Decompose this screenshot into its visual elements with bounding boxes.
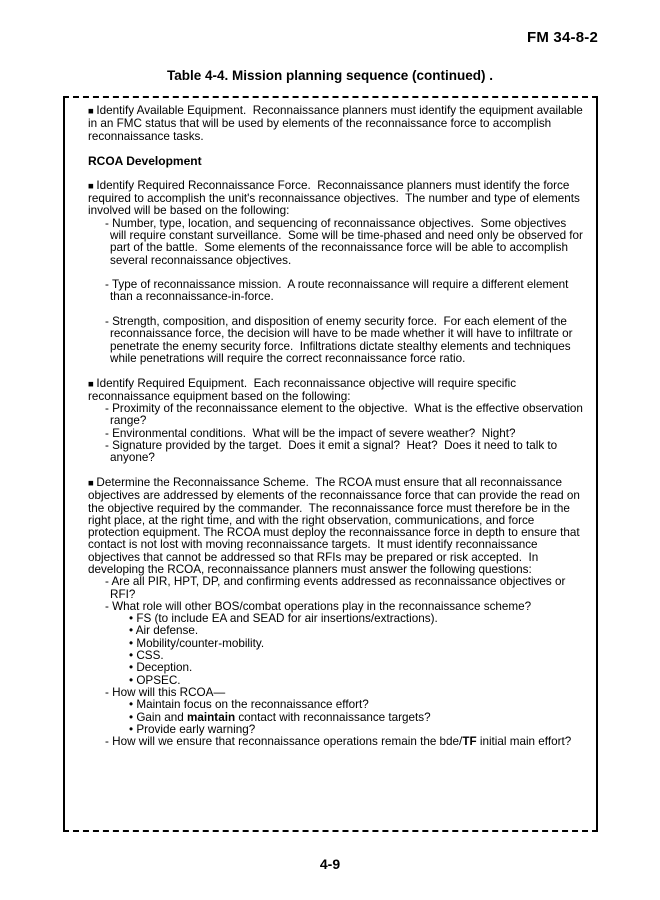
text-run: Mobility/counter-mobility.: [136, 636, 265, 650]
text-run: RCOA Development: [88, 154, 202, 169]
text-run: maintain: [187, 710, 236, 724]
dash-marker-icon: -: [105, 315, 113, 329]
text-run: contact with reconnaissance targets?: [235, 710, 431, 724]
dash-block: [88, 279, 584, 304]
text-run: Signature provided by the target. Does it emit a signal? Heat? Does it need to talk to anyone?: [110, 439, 561, 465]
text-run: Are all PIR, HPT, DP, and confirming events addressed as reconnaissance objectives or RFI?: [110, 575, 569, 601]
dot-marker-icon: •: [129, 673, 137, 687]
text-run: How will this RCOA—: [112, 685, 226, 699]
bullet-marker-icon: ■: [88, 106, 97, 117]
table-box: [63, 96, 598, 832]
text-run: Provide early warning?: [136, 722, 256, 736]
dash-marker-icon: -: [105, 599, 113, 613]
bullet-block: [88, 104, 587, 143]
text-run: Number, type, location, and sequencing of reconnaissance objectives. Some objectives will require constant surveillance. Some will be time-phased and need only be observed for part of the battle. Some elements of the reconnaissance force will be able to accomplish several reconnaissance objectives.: [110, 216, 587, 267]
text-run: Identify Required Equipment. Each reconnaissance objective will require specific reconnaissance equipment based on the following:: [88, 376, 520, 403]
dash-block: [88, 216, 587, 267]
text-run: Deception.: [136, 661, 193, 675]
bullet-marker-icon: ■: [88, 378, 97, 390]
dash-marker-icon: -: [105, 278, 112, 292]
doc-reference: FM 34-8-2: [527, 29, 598, 46]
text-run: CSS.: [136, 649, 164, 663]
bullet-block: [88, 477, 584, 576]
text-run: initial main effort?: [476, 735, 572, 749]
dot-marker-icon: •: [129, 624, 136, 638]
text-run: FS (to include EA and SEAD for air insertions/extractions).: [136, 612, 438, 626]
page-number: 4-9: [319, 856, 341, 872]
heading-block: [88, 155, 584, 167]
dash-marker-icon: -: [105, 402, 113, 416]
bullet-marker-icon: ■: [88, 180, 97, 192]
dot-marker-icon: •: [129, 649, 137, 663]
dot-marker-icon: •: [129, 710, 137, 724]
bullet-block: [88, 180, 584, 218]
text-run: How will we ensure that reconnaissance operations remain the bde/: [112, 735, 463, 749]
dash-block: [88, 402, 587, 428]
dash-marker-icon: -: [105, 426, 113, 440]
dash-marker-icon: -: [105, 216, 113, 230]
dash-block: [88, 440, 584, 465]
bullet-block: [88, 378, 584, 404]
dash-block: [88, 316, 584, 365]
text-run: Identify Required Reconnaissance Force. Reconnaissance planners must identify the force required to accomplish the unit's reconnaissance objectives. The number and type of elements involved will be based on the following:: [88, 178, 584, 218]
dot-marker-icon: •: [129, 636, 137, 650]
dash-marker-icon: -: [105, 439, 113, 453]
text-run: Gain and: [136, 710, 188, 724]
dot-marker-icon: •: [129, 612, 137, 626]
text-run: Proximity of the reconnaissance element to the objective. What is the effective observation range?: [110, 402, 587, 428]
dot-marker-icon: •: [129, 661, 137, 675]
text-run: OPSEC.: [136, 673, 181, 687]
text-run: What role will other BOS/combat operations play in the reconnaissance scheme?: [112, 599, 532, 613]
dot-marker-icon: •: [129, 698, 137, 712]
text-run: TF: [462, 735, 477, 749]
text-run: Air defense.: [135, 624, 199, 638]
text-run: Maintain focus on the reconnaissance effort?: [136, 698, 369, 712]
text-run: Identify Available Equipment. Reconnaissance planners must identify the equipment available in an FMC status that will be used by elements of the reconnaissance force to accomplish reconnaissance tasks.: [88, 104, 587, 143]
dash-block: [88, 736, 584, 748]
text-run: Strength, composition, and disposition of enemy security force. For each element of the reconnaissance force, the decision will have to be made whether it will have to infiltrate or penetrate the enemy security force. Infiltrations dictate stealthy elements and techniques while penetrations will require the correct reconnaissance force ratio.: [110, 315, 576, 365]
dash-block: [88, 576, 584, 601]
text-run: Environmental conditions. What will be the impact of severe weather? Night?: [112, 426, 516, 440]
dot-marker-icon: •: [129, 722, 137, 736]
table-title: Table 4-4. Mission planning sequence (continued) .: [166, 68, 494, 83]
dash-marker-icon: -: [105, 735, 113, 749]
dash-marker-icon: -: [105, 685, 113, 699]
bullet-marker-icon: ■: [88, 477, 97, 489]
dash-marker-icon: -: [105, 575, 112, 589]
text-run: Determine the Reconnaissance Scheme. The RCOA must ensure that all reconnaissance objectives are addressed by elements of the reconnaissance force that can provide the read on the objective required by the commander. The reconnaissance force must therefore be in the right place, at the right time, and with the right observation, communications, and force protection equipment. The RCOA must deploy the reconnaissance force in depth to ensure that contact is not lost with moving reconnaissance targets. It must identify reconnaissance objectives that cannot be addressed so that RFIs may be prepared or risk accepted. In developing the RCOA, reconnaissance planners must answer the following questions:: [88, 475, 584, 576]
text-run: Type of reconnaissance mission. A route reconnaissance will require a different element than a reconnaissance-in-force.: [110, 278, 572, 304]
